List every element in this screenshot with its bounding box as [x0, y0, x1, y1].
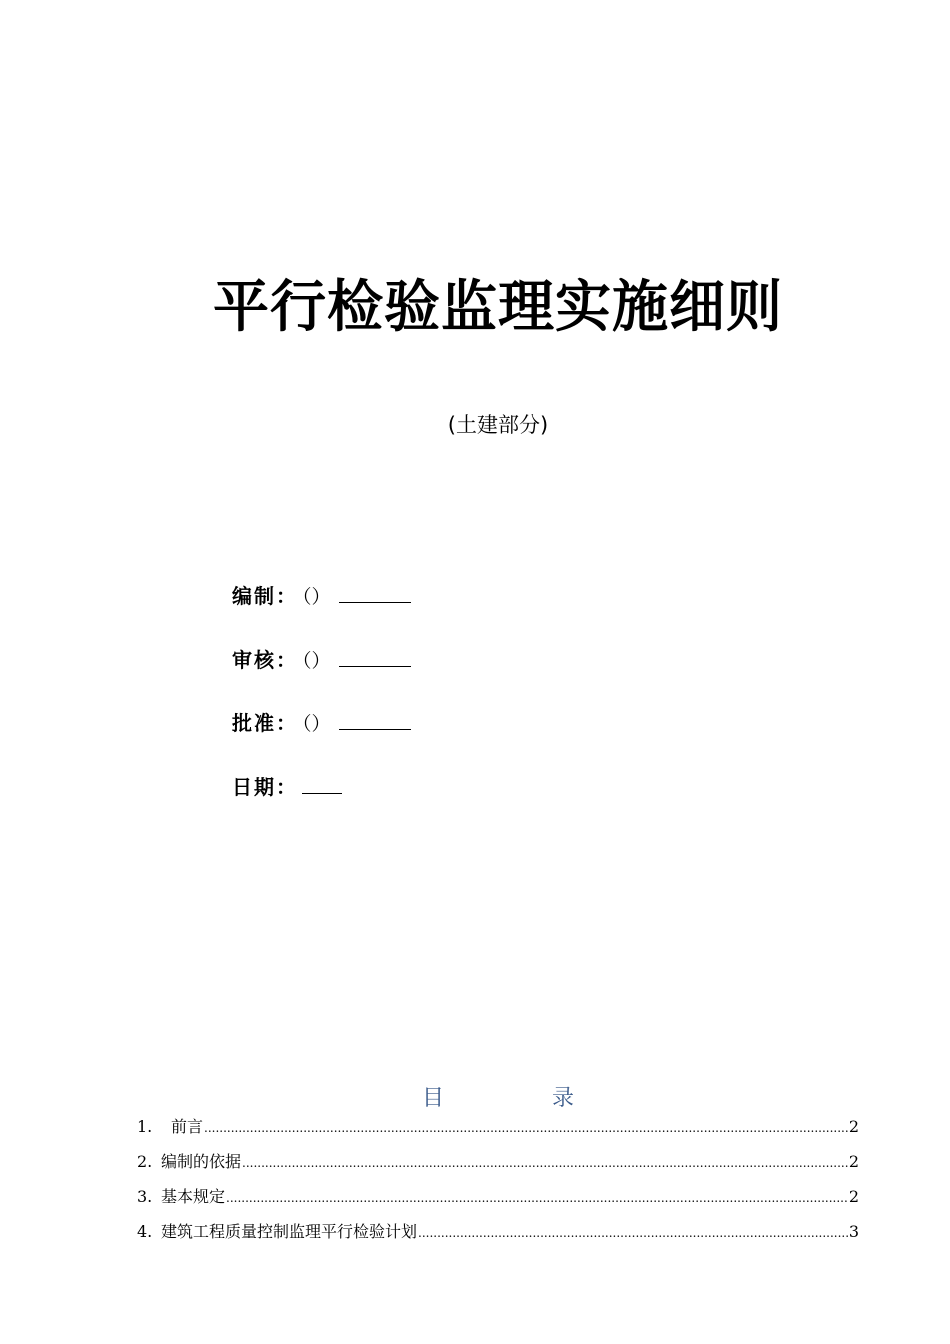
toc-heading-left: 目 [421, 1086, 444, 1111]
toc-entry-text: 前言 [171, 1117, 204, 1136]
signature-paren-prepared: （） [302, 586, 331, 608]
toc-entry-number: 1. [137, 1117, 153, 1136]
document-subtitle: (土建部分) [447, 413, 549, 437]
toc-entry-text: 编制的依据 [161, 1152, 242, 1171]
toc-entry-page: 2 [848, 1187, 859, 1206]
toc-leader-dots [242, 1152, 848, 1174]
toc-entry-page: 3 [848, 1222, 859, 1241]
signature-blank-date [302, 773, 342, 794]
signature-row-date [232, 773, 342, 801]
signature-row-approved [232, 709, 411, 738]
toc-entry[interactable] [137, 1186, 859, 1208]
signature-blank-reviewed [339, 646, 411, 667]
toc-entry-page: 2 [848, 1117, 859, 1136]
signature-label-prepared: 编制： [232, 584, 298, 608]
toc-entry-text: 建筑工程质量控制监理平行检验计划 [161, 1222, 418, 1241]
signature-blank-prepared [339, 582, 411, 603]
signature-paren-reviewed: （） [302, 650, 331, 672]
toc-entry-number: 3. [137, 1187, 153, 1206]
toc-entry-number: 2. [137, 1152, 153, 1171]
signature-label-date: 日期： [232, 775, 298, 799]
signature-label-approved: 批准： [232, 711, 298, 735]
toc-entry-text: 基本规定 [161, 1187, 226, 1206]
signature-paren-approved: （） [302, 713, 331, 735]
toc-leader-dots [418, 1222, 848, 1244]
toc-entry-number: 4. [137, 1222, 153, 1241]
toc-leader-dots [226, 1187, 848, 1209]
signature-row-reviewed [232, 646, 411, 675]
toc-entry-page: 2 [848, 1152, 859, 1171]
toc-leader-dots [204, 1117, 848, 1139]
signature-label-reviewed: 审核： [232, 648, 298, 672]
toc-heading-right: 录 [552, 1086, 575, 1111]
signature-row-prepared [232, 582, 411, 611]
toc-entry[interactable] [137, 1221, 859, 1243]
toc-entry[interactable] [137, 1116, 859, 1138]
toc-heading [0, 1084, 950, 1114]
signature-blank-approved [339, 709, 411, 730]
toc-entry[interactable] [137, 1151, 859, 1173]
document-title: 平行检验监理实施细则 [213, 275, 783, 340]
